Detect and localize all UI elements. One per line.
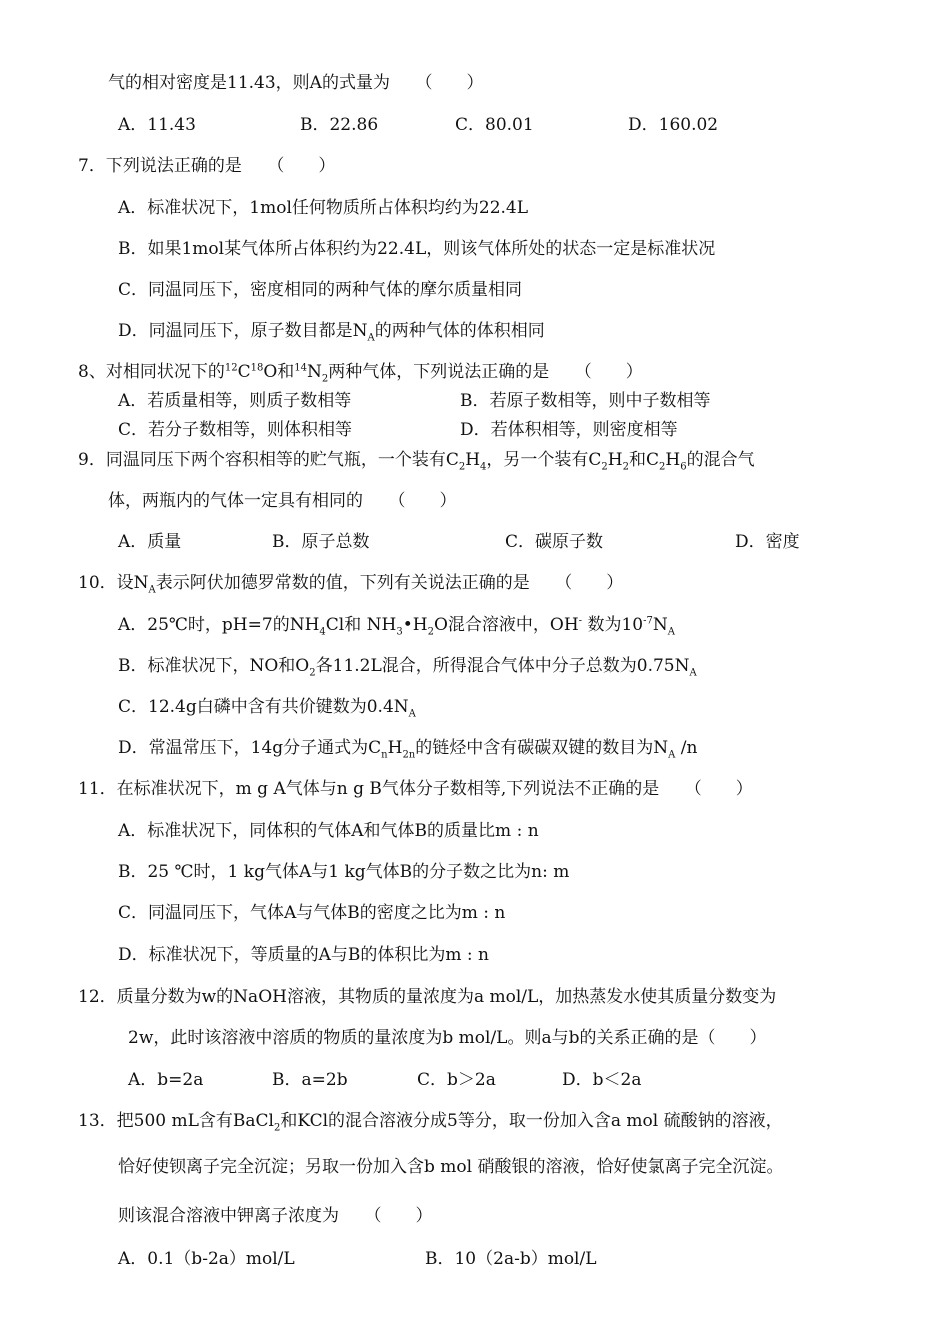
q13-p2: 和KCl的混合溶液分成5等分，取一份加入含a mol 硫酸钠的溶液， bbox=[280, 1111, 783, 1131]
q9-s6: 6 bbox=[680, 461, 687, 473]
q10b-s1: 2 bbox=[309, 667, 316, 679]
q9-s3: 2 bbox=[601, 461, 608, 473]
q8-stem-p2: C bbox=[237, 362, 251, 382]
q12-option-c: C．b＞2a bbox=[417, 1070, 496, 1090]
q6-option-a: A．11.43 bbox=[118, 115, 196, 135]
q7-option-a: A．标准状况下，1mol任何物质所占体积均约为22.4L bbox=[118, 198, 529, 218]
q9-s1: 2 bbox=[458, 461, 466, 473]
q12-option-d: D．b＜2a bbox=[562, 1070, 642, 1090]
q10a-s2: 3 bbox=[396, 626, 403, 638]
q10b-p1: B．标准状况下，NO和O bbox=[118, 656, 310, 676]
q13-p1: 13．把500 mL含有BaCl bbox=[78, 1111, 274, 1131]
q9-p5: 和C bbox=[629, 450, 660, 470]
q6-option-b: B．22.86 bbox=[300, 115, 379, 135]
q8-sub1: 2 bbox=[321, 373, 329, 385]
q10d-p4: /n bbox=[675, 738, 698, 758]
q11-option-d: D．标准状况下，等质量的A与B的体积比为m : n bbox=[118, 945, 490, 965]
q10-p2: 表示阿伏加德罗常数的值，下列有关说法正确的是 （ ） bbox=[155, 573, 624, 593]
q12-stem-line2: 2w，此时该溶液中溶质的物质的量浓度为b mol/L。则a与b的关系正确的是（ ） bbox=[128, 1028, 767, 1048]
q9-s4: 2 bbox=[622, 461, 629, 473]
q9-p3: ，另一个装有C bbox=[486, 450, 602, 470]
q9-p4: H bbox=[607, 450, 623, 470]
q12-option-a: A．b=2a bbox=[128, 1070, 204, 1090]
q10d-s1: n bbox=[381, 749, 388, 761]
q6-option-c: C．80.01 bbox=[455, 115, 534, 135]
q10-option-a bbox=[118, 614, 675, 636]
q13-stem-line2: 恰好使钡离子完全沉淀；另取一份加入含b mol 硝酸银的溶液，恰好使氯离子完全沉淀。 bbox=[118, 1157, 784, 1177]
q13-s1: 2 bbox=[273, 1122, 281, 1134]
q6-option-d: D．160.02 bbox=[628, 115, 719, 135]
q9-p1: 9．同温同压下两个容积相等的贮气瓶，一个装有C bbox=[78, 450, 459, 470]
q9-p2: H bbox=[465, 450, 481, 470]
q8-stem-p4: N bbox=[306, 362, 322, 382]
q13-option-a: A．0.1（b-2a）mol/L bbox=[118, 1249, 295, 1269]
q10d-s3: A bbox=[668, 749, 676, 761]
q7-d-pre: D．同温同压下，原子数目都是N bbox=[118, 321, 368, 341]
q8-option-b: B．若原子数相等，则中子数相等 bbox=[460, 391, 711, 411]
q8-sup3: 14 bbox=[294, 362, 307, 374]
q8-stem bbox=[78, 361, 643, 383]
q10c-s1: A bbox=[408, 708, 416, 720]
q9-s2: 4 bbox=[480, 461, 487, 473]
q7-stem: 7．下列说法正确的是 （ ） bbox=[78, 156, 336, 176]
q10a-p5: 数为10 bbox=[582, 615, 644, 635]
q8-sup2: 18 bbox=[250, 362, 264, 374]
q10-stem bbox=[78, 572, 623, 594]
q13-stem-line3: 则该混合溶液中钾离子浓度为 （ ） bbox=[118, 1206, 433, 1226]
q10a-p1: A．25℃时，pH=7的NH bbox=[118, 615, 320, 635]
q9-option-c: C．碳原子数 bbox=[505, 532, 604, 552]
q9-s5: 2 bbox=[659, 461, 666, 473]
q10-p1: 10．设N bbox=[78, 573, 149, 593]
q10c-p1: C．12.4g白磷中含有共价键数为0.4N bbox=[118, 697, 409, 717]
q10a-p2: Cl和 NH bbox=[325, 615, 397, 635]
q13-option-b: B．10（2a-b）mol/L bbox=[425, 1249, 597, 1269]
q10b-s2: A bbox=[689, 667, 697, 679]
q11-stem: 11．在标准状况下，m g A气体与n g B气体分子数相等,下列说法不正确的是 （ ） bbox=[78, 779, 753, 799]
q10-option-d bbox=[118, 737, 697, 759]
q10a-p6: N bbox=[652, 615, 668, 635]
q6-continuation-text: 气的相对密度是11.43，则A的式量为 （ ） bbox=[108, 73, 484, 93]
q8-option-a: A．若质量相等，则质子数相等 bbox=[118, 391, 352, 411]
q10a-sup2: -7 bbox=[643, 615, 653, 627]
q9-option-d: D．密度 bbox=[735, 532, 800, 552]
q10a-p4: O混合溶液中，OH bbox=[433, 615, 579, 635]
q9-stem-line1 bbox=[78, 449, 755, 471]
q10-option-b bbox=[118, 655, 697, 677]
q10a-sup1: - bbox=[578, 615, 583, 627]
q7-option-c: C．同温同压下，密度相同的两种气体的摩尔质量相同 bbox=[118, 280, 523, 300]
q10b-p2: 各11.2L混合，所得混合气体中分子总数为0.75N bbox=[315, 656, 690, 676]
q10a-s4: A bbox=[667, 626, 675, 638]
q11-option-b: B．25 ℃时，1 kg气体A与1 kg气体B的分子数之比为n: m bbox=[118, 862, 570, 882]
q10a-s3: 2 bbox=[427, 626, 434, 638]
q10-option-c bbox=[118, 696, 416, 718]
q10d-s2: 2n bbox=[402, 749, 416, 761]
q10-s1: A bbox=[148, 584, 156, 596]
q8-sup1: 12 bbox=[224, 362, 238, 374]
q8-stem-p5: 两种气体，下列说法正确的是 （ ） bbox=[328, 362, 643, 382]
q7-option-d bbox=[118, 320, 545, 342]
q10d-p3: 的链烃中含有碳碳双键的数目为N bbox=[415, 738, 669, 758]
q9-p6: H bbox=[665, 450, 681, 470]
q9-option-b: B．原子总数 bbox=[272, 532, 370, 552]
q12-option-b: B．a=2b bbox=[272, 1070, 348, 1090]
q10a-s1: 4 bbox=[319, 626, 326, 638]
q9-option-a: A．质量 bbox=[118, 532, 182, 552]
q10d-p2: H bbox=[387, 738, 403, 758]
q8-option-c: C．若分子数相等，则体积相等 bbox=[118, 420, 353, 440]
q11-option-c: C．同温同压下，气体A与气体B的密度之比为m : n bbox=[118, 903, 506, 923]
q8-stem-p1: 8、对相同状况下的 bbox=[78, 362, 225, 382]
q10d-p1: D．常温常压下，14g分子通式为C bbox=[118, 738, 382, 758]
q7-d-sub: A bbox=[367, 332, 375, 344]
q11-option-a: A．标准状况下，同体积的气体A和气体B的质量比m : n bbox=[118, 821, 539, 841]
q8-stem-p3: O和 bbox=[263, 362, 295, 382]
q8-option-d: D．若体积相等，则密度相等 bbox=[460, 420, 678, 440]
q7-option-b: B．如果1mol某气体所占体积约为22.4L，则该气体所处的状态一定是标准状况 bbox=[118, 239, 716, 259]
q9-stem-line2: 体，两瓶内的气体一定具有相同的 （ ） bbox=[108, 491, 457, 511]
q10a-p3: •H bbox=[402, 615, 428, 635]
q9-p7: 的混合气 bbox=[686, 450, 755, 470]
q7-d-post: 的两种气体的体积相同 bbox=[374, 321, 545, 341]
q13-stem-line1 bbox=[78, 1110, 783, 1132]
q12-stem-line1: 12．质量分数为w的NaOH溶液，其物质的量浓度为a mol/L，加热蒸发水使其质量分数变为 bbox=[78, 987, 777, 1007]
